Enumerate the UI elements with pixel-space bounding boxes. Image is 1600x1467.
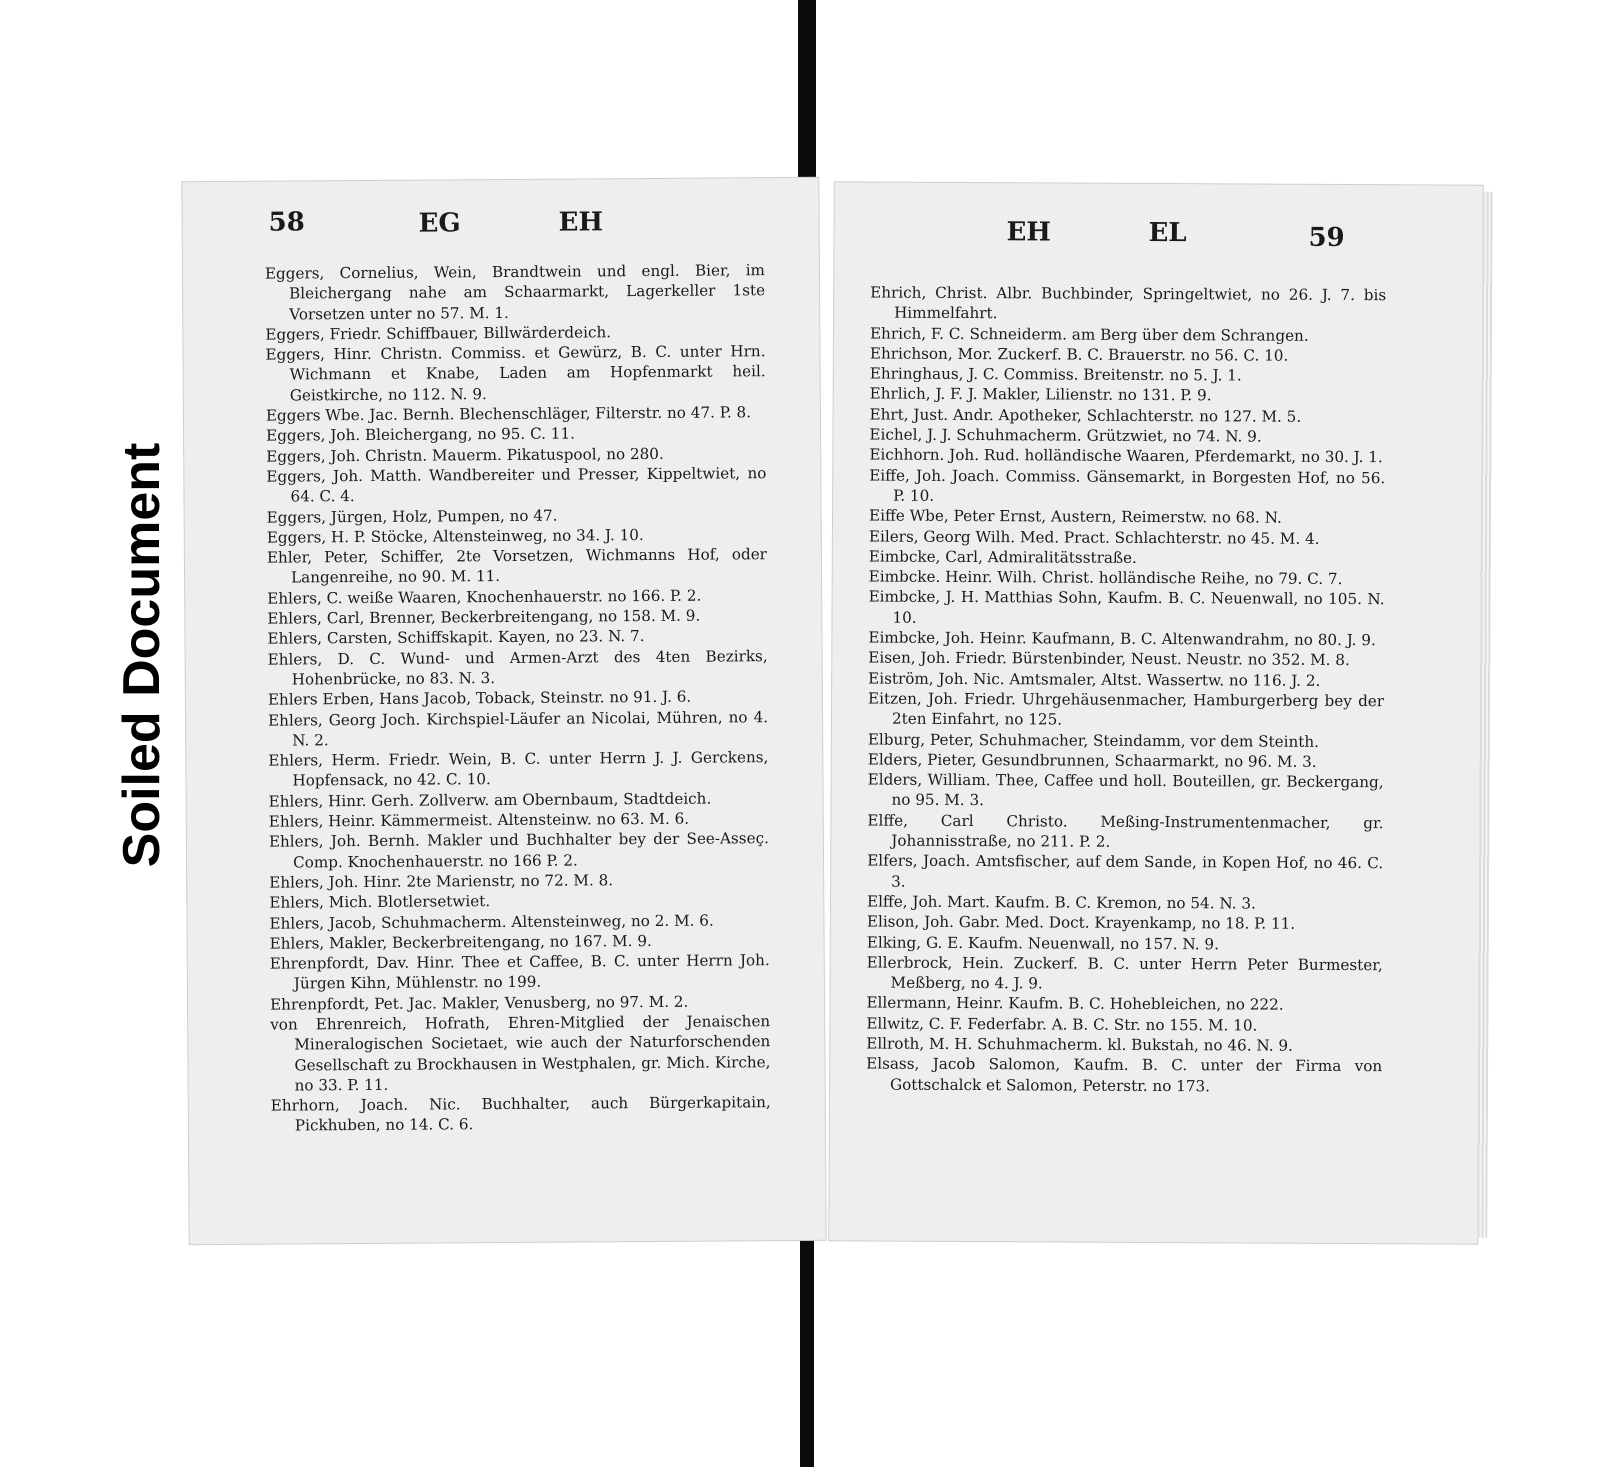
entry-details: , Joh. Gabr. Med. Doct. Krayenkamp, no 18. P. 11. [914,912,1296,933]
directory-entry [268,646,768,690]
entry-name: Eggers [265,406,321,425]
entry-name: Ehlers [267,609,318,628]
entry-details: , Hofrath, Ehren-Mitglied der Jenaischen Mineralogischen Societaet, wie auch der Naturforschenden Gesellschaft zu Brockhausen in Westphalen, gr. Mich. Kirche, no 33. P. 11. [294,1012,771,1095]
directory-entry [270,950,770,994]
entry-details: , Joach. Amtsfischer, auf dem Sande, in Kopen Hof, no 46. C. 3. [891,852,1384,891]
running-head-left: EG [418,208,461,239]
entry-name: Ehlers [267,649,318,669]
directory-entry [867,891,1383,914]
entry-details: , Pieter, Gesundbrunnen, Schaarmarkt, no 96. M. 3. [917,750,1317,771]
entry-name: Eggers [266,528,322,547]
directory-entry [870,343,1386,366]
entry-details: , Pet. Jac. Makler, Venusberg, no 97. M. 2. [364,992,689,1013]
entry-name: Ehlers [269,934,320,953]
directory-entry [869,526,1385,549]
entry-details: , Carl, Admiralitätsstraße. [935,547,1137,567]
entry-name: Ehrich [869,324,922,343]
directory-entry [870,282,1386,325]
entry-details: , Joach. Nic. Buchhalter, auch Bürgerkapitain, Pickhuben, no 14. C. 6. [294,1093,771,1135]
directory-entry [265,260,765,324]
directory-entry [270,1011,771,1096]
directory-entry [268,747,768,791]
entry-name: Ehlers [268,832,319,851]
entry-name: Eggers [265,325,321,344]
directory-entry [867,851,1383,894]
entry-details: , F. C. Schneiderm. am Berg über dem Schrangen. [921,324,1309,345]
entry-details: . Joh. Rud. holländische Waaren, Pferdemarkt, no 30. J. 1. [939,446,1383,467]
directory-entries [265,260,771,1136]
entry-name: Ehrichson [869,344,948,363]
entry-details: , Joh. Matth. Wandbereiter und Presser, Kippeltwiet, no 64. C. 4. [290,464,767,506]
entry-details: , D. C. Wund- und Armen-Arzt des 4ten Bezirks, Hohenbrücke, no 83. N. 3. [291,646,768,689]
entry-name: Ehrt [869,405,904,424]
directory-entry [266,402,766,426]
entry-details: , Carsten, Schiffskapit. Kayen, no 23. N. 7. [317,627,645,648]
directory-entry [266,463,766,507]
entry-details: , Hinr. Gerh. Zollverw. am Obernbaum, Stadtdeich. [318,789,712,811]
directory-entry [870,364,1386,387]
directory-entry [868,729,1384,752]
entry-name: Ellroth [866,1034,920,1053]
directory-entry [271,1092,771,1136]
soiled-document-label [112,390,172,920]
directory-entry [869,567,1385,590]
entry-name: Eimbcke [868,628,936,647]
entry-name: Ehlers [267,690,318,709]
entry-name: Eimbcke [868,587,936,607]
directory-entry [867,952,1383,995]
entry-details: , Joh. Heinr. Kaufmann, B. C. Altenwandrahm, no 80. J. 9. [935,628,1376,650]
directory-entry [867,932,1383,955]
entry-name: Eggers [266,446,321,466]
entry-details: , J. C. Commiss. Breitenstr. no 5. J. 1. [958,365,1242,385]
entry-name: Eggers [264,264,320,283]
entry-details: , Hinr. Christn. Commiss. et Gewürz, B. C. unter Hrn. Wichmann et Knabe, Laden am Hopfenmarkt heil. Geistkirche, no 112. N. 9. [289,342,766,405]
directory-entry [869,546,1385,569]
entry-details: , J. F. J. Makler, Lilienstr. no 131. P. 9. [925,385,1212,405]
entry-name: Eisen [868,648,911,668]
entry-name: Ellermann [866,993,947,1013]
entry-details: , J. J. Schuhmacherm. Grützwiet, no 74. N. 9. [917,425,1262,446]
entry-details: , Herm. Friedr. Wein, B. C. unter Herrn J. J. Gerckens, Hopfensack, no 42. C. 10. [292,748,769,790]
entry-details: , Joh. Friedr. Uhrgehäusenmacher, Hamburgerberg bey der 2ten Einfahrt, no 125. [891,689,1385,729]
directory-entries [866,282,1386,1097]
entry-details: , Makler, Beckerbreitengang, no 167. M. 9. [319,931,652,953]
directory-entry [870,323,1386,346]
directory-entry [265,341,765,405]
entry-name: Elsass [866,1054,915,1074]
entry-name: von Ehrenreich [270,1014,403,1034]
entry-name: Eichel [869,425,918,444]
directory-entry [868,668,1384,691]
entry-name: Eggers [266,467,321,486]
entry-name: Eimbcke [868,547,936,566]
directory-entry [868,648,1384,671]
directory-entry [868,628,1384,651]
directory-entry [868,688,1384,731]
spine-bar-bottom [800,1222,814,1467]
directory-entry [866,1013,1382,1036]
entry-details: , Christ. Albr. Buchbinder, Springeltwiet, no 26. J. 7. bis Himmelfahrt. [894,283,1387,323]
entry-details: , Joh. Mart. Kaufm. B. C. Kremon, no 54. N. 3. [902,892,1256,913]
entry-details: , William. Thee, Caffee und holl. Bouteillen, gr. Beckergang, no 95. M. 3. [891,770,1384,810]
page-number: 59 [1308,222,1345,253]
entry-name: Ehrlich [869,384,926,404]
directory-entry [869,465,1385,508]
directory-entry [267,605,767,629]
entry-details: , Joh. Hinr. 2te Marienstr, no 72. M. 8. [318,871,614,892]
entry-name: Ellwitz [866,1014,920,1033]
running-head-left: EH [1006,217,1051,248]
entry-name: Eiffe [869,466,906,485]
directory-entry [267,544,767,588]
directory-entry [866,1033,1382,1056]
directory-entry [869,425,1385,448]
entry-name: Ehlers [269,893,320,912]
entry-name: Ehlers [268,792,319,811]
entry-name: Eggers [265,345,321,364]
entry-name: Elffe [867,811,904,830]
entry-name: Eichhorn [869,445,940,465]
entry-details: , Joh. Bernh. Makler und Buchhalter bey der See-Asseç. Comp. Knochenhauerstr. no 166 P. 2. [292,829,769,872]
entry-details: , Peter, Schiffer, 2te Vorsetzen, Wichmanns Hof, oder Langenreihe, no 90. M. 11. [291,545,767,587]
page-number: 58 [268,207,305,238]
entry-name: Eimbcke [868,567,936,586]
directory-entry [868,749,1384,772]
entry-name: Elburg [867,730,921,749]
entry-details: , Jacob Salomon, Kaufm. B. C. unter der Firma von Gottschalck et Salomon, Peterstr. no 173. [890,1055,1383,1095]
entry-name: Eitzen [868,689,917,708]
entry-name: Elffe [866,892,903,911]
page-edge [1477,192,1492,1238]
entry-name: Eiström [868,669,929,688]
entry-details: , J. H. Matthias Sohn, Kaufm. B. C. Neuenwall, no 105. N. 10. [892,588,1385,627]
directory-entry [269,828,769,872]
directory-entry [866,1054,1382,1097]
directory-entry [866,993,1382,1016]
directory-entry [867,912,1383,935]
entry-details: , Hein. Zuckerf. B. C. unter Herrn Peter Burmester, Meßberg, no 4. J. 9. [890,953,1383,993]
entry-details: , Mor. Zuckerf. B. C. Brauerstr. no 56. C. 10. [947,344,1289,365]
entry-name: Ehlers [268,812,319,831]
entry-details: , G. E. Kaufm. Neuenwall, no 157. N. 9. [916,933,1219,953]
entry-details: , Georg Joch. Kirchspiel-Läufer an Nicolai, Mühren, no 4. N. 2. [292,707,769,750]
entry-name: Ehler [266,548,308,567]
left-page [182,178,825,1244]
directory-entry [870,404,1386,427]
entry-details: , Carl, Brenner, Beckerbreitengang, no 158. M. 9. [317,606,701,628]
entry-name: Elison [866,912,915,931]
entry-details: , Heinr. Kaufm. B. C. Hohebleichen, no 222. [946,994,1284,1015]
entry-name: Elfers [867,851,913,871]
entry-details: Wbe, Peter Ernst, Austern, Reimerstw. no 68. N. [904,506,1282,527]
directory-entry [269,910,769,934]
entry-details: , C. F. Federfabr. A. B. C. Str. no 155. M. 10. [919,1014,1258,1035]
right-page [829,182,1483,1243]
entry-name: Ehlers [267,710,318,730]
entry-details: , Cornelius, Wein, Brandtwein und engl. Bier, im Bleichergang nahe am Schaarmarkt, Lagerkeller 1ste Vorsetzen unter no 57. M. 1. [289,261,766,324]
entry-name: Elking [866,932,917,952]
entry-name: Eilers [868,527,914,546]
directory-entry [268,707,768,751]
entry-details: Erben, Hans Jacob, Toback, Steinstr. no 91. J. 6. [317,687,692,709]
entry-name: Ehlers [268,751,319,770]
entry-name: Ehlers [269,873,320,892]
entry-details: . Heinr. Wilh. Christ. holländische Reihe, no 79. C. 7. [935,567,1343,589]
entry-details: , Friedr. Schiffbauer, Billwärderdeich. [319,323,612,344]
entry-details: , Just. Andr. Apotheker, Schlachterstr. no 127. M. 5. [903,405,1302,426]
entry-name: Ehlers [267,629,318,648]
entry-details: Wbe. Jac. Bernh. Blechenschläger, Filterstr. no 47. P. 8. [320,403,752,425]
entry-details: , M. H. Schuhmacherm. kl. Bukstah, no 46. N. 9. [919,1034,1293,1055]
entry-name: Ehrenpfordt [269,994,365,1014]
running-head-right: EL [1148,217,1187,249]
entry-details: , Joh. Friedr. Bürstenbinder, Neust. Neustr. no 352. M. 8. [910,649,1350,670]
directory-entry [867,810,1383,853]
entry-name: Ehrhorn [270,1096,335,1115]
entry-name: Eggers [266,507,322,527]
entry-name: Eggers [266,426,321,446]
entry-details: , Georg Wilh. Med. Pract. Schlachterstr. no 45. M. 4. [913,527,1320,548]
directory-entry [867,770,1383,813]
spine-bar-top [798,0,816,182]
entry-name: Ehlers [269,913,320,933]
directory-entry [868,587,1384,630]
entry-details: , H. P. Stöcke, Altensteinweg, no 34. J. 10. [321,525,644,547]
entry-name: Elders [867,750,918,769]
entry-details: , Joh. Joach. Commiss. Gänsemarkt, in Borgesten Hof, no 56. P. 10. [893,466,1386,505]
entry-details: , Joh. Nic. Amtsmaler, Altst. Wassertw. no 116. J. 2. [928,669,1321,690]
entry-name: Ehrenpfordt [269,954,365,973]
running-head-right: EH [558,207,604,238]
entry-details: , Joh. Christn. Mauerm. Pikatuspool, no 280. [320,444,664,465]
entry-details: , Jacob, Schuhmacherm. Altensteinweg, no 2. M. 6. [319,911,714,932]
entry-name: Ehringhaus [869,364,959,384]
directory-entry [269,788,769,812]
entry-details: , C. weiße Waaren, Knochenhauerstr. no 166. P. 2. [316,586,702,608]
entry-name: Ellerbrock [866,953,948,972]
entry-details: , Joh. Bleichergang, no 95. C. 11. [320,424,575,445]
directory-entry [870,384,1386,407]
entry-name: Eiffe [868,506,905,525]
entry-details: , Heinr. Kämmermeist. Altensteinw. no 63. M. 6. [318,809,690,831]
label-text: Soiled Document [113,442,171,868]
entry-details: , Carl Christo. Meßing-Instrumentenmacher, gr. Johannisstraße, no 211. P. 2. [891,811,1384,851]
entry-details: , Jürgen, Holz, Pumpen, no 47. [321,506,558,526]
directory-entry [869,445,1385,468]
entry-name: Ehrich [870,283,922,302]
entry-name: Elders [867,770,918,789]
entry-details: , Dav. Hinr. Thee et Caffee, B. C. unter Herrn Joh. Jürgen Kihn, Mühlenstr. no 199. [293,951,770,993]
entry-name: Ehlers [267,589,318,608]
directory-entry [869,506,1385,529]
entry-details: , Mich. Blotlersetwiet. [319,892,491,912]
entry-details: , Peter, Schuhmacher, Steindamm, vor dem Steinth. [920,730,1320,751]
